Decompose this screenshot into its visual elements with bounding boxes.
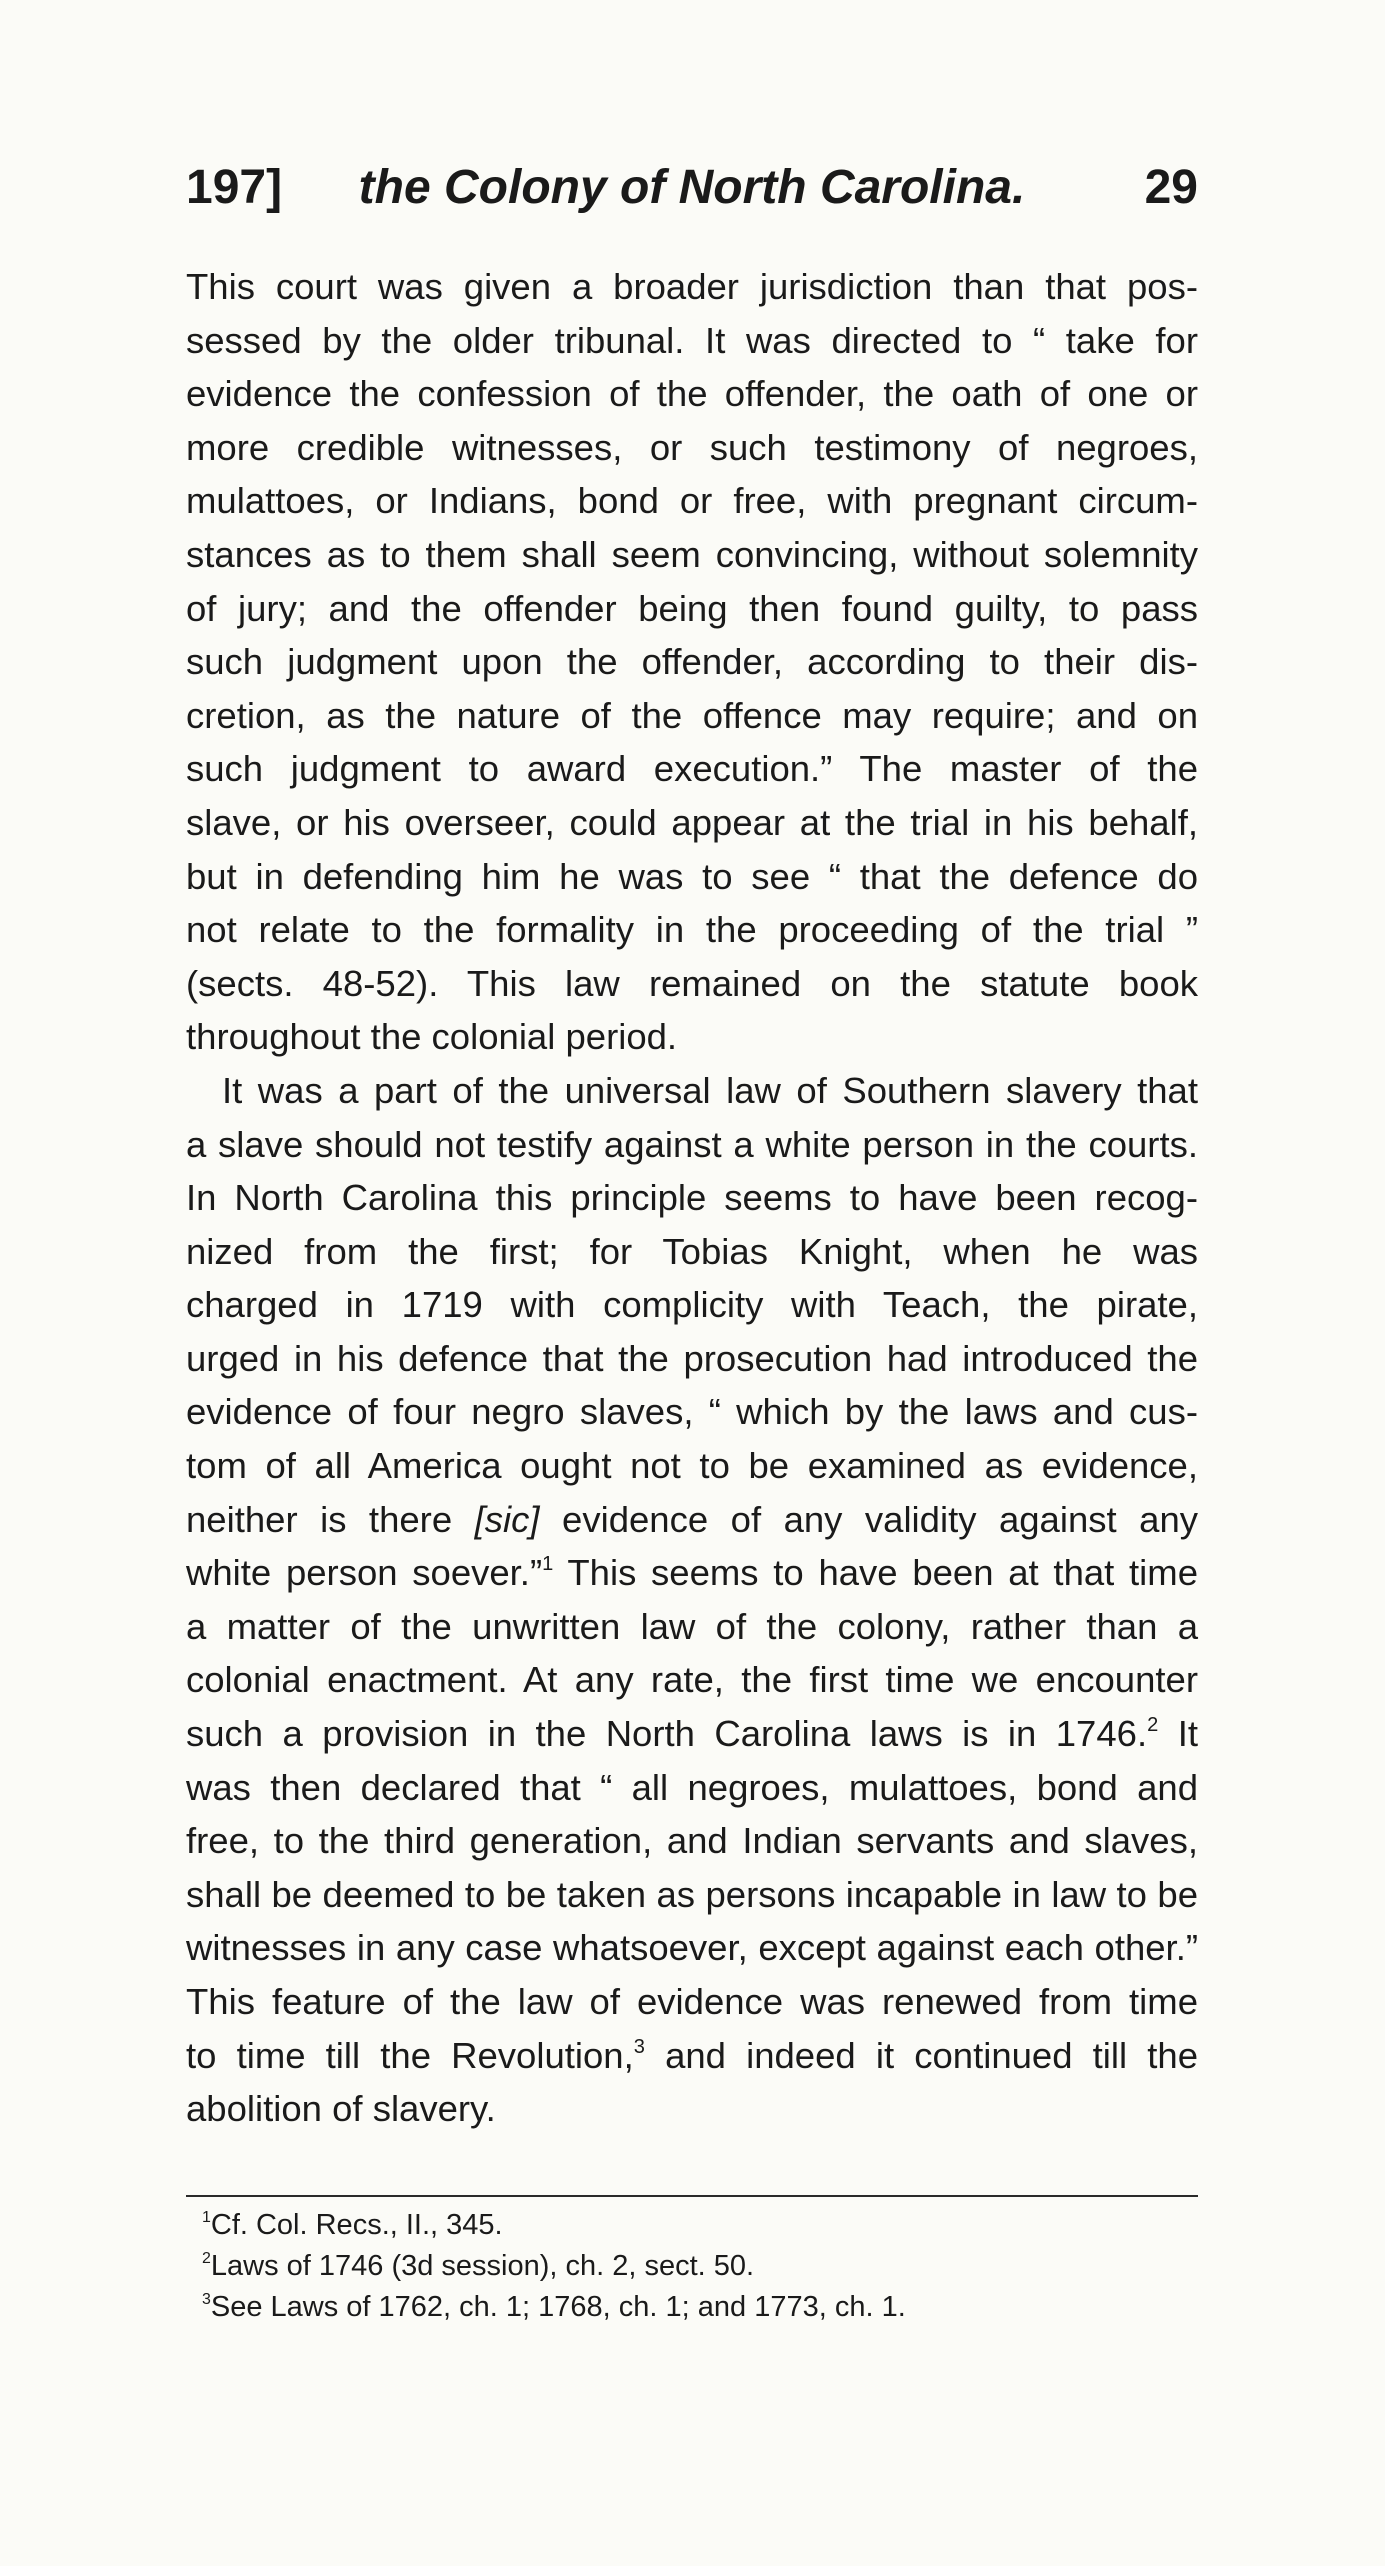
footnote-ref-1[interactable]: 1 (542, 1553, 554, 1576)
text-line: stances as to them shall seem convincing, without solemnity (186, 533, 1198, 575)
text-line: urged in his defence that the prosecution had introduced the (186, 1337, 1198, 1379)
text-line: such judgment upon the offender, according to their dis- (186, 641, 1198, 683)
text-line: In North Carolina this principle seems to have been recog- (186, 1177, 1198, 1219)
body-text (186, 260, 1198, 2136)
text-line: This feature of the law of evidence was renewed from time (186, 1981, 1198, 2022)
text-segment: and indeed it continued till the (665, 2034, 1198, 2076)
sic-annotation: [sic] (474, 1498, 540, 1540)
paragraph-2 (186, 1064, 1198, 2136)
text-line: not relate to the formality in the proceeding of the trial ” (186, 909, 1198, 951)
text-segment: white person soever.” (186, 1552, 543, 1594)
footnote-divider (186, 2195, 1198, 2197)
text-segment: evidence of any validity against any (562, 1498, 1198, 1540)
text-line: witnesses in any case whatsoever, except against each other.” (186, 1927, 1198, 1969)
text-line: of jury; and the offender being then found guilty, to pass (186, 587, 1198, 629)
text-line: evidence the confession of the offender, the oath of one or (186, 373, 1198, 415)
footnotes (202, 2205, 1182, 2328)
footnote-3 (202, 2287, 1182, 2328)
text-segment: such a provision in the North Carolina laws is in 1746. (186, 1713, 1148, 1755)
footnote-ref-3[interactable]: 3 (633, 2035, 645, 2058)
text-line: shall be deemed to be taken as persons incapable in law to be (186, 1873, 1198, 1915)
running-head (186, 158, 1198, 218)
text-segment: It (1177, 1713, 1198, 1755)
text-line: tom of all America ought not to be examined as evidence, (186, 1445, 1198, 1487)
text-line: sessed by the older tribunal. It was directed to “ take for (186, 319, 1198, 361)
footnote-text: See Laws of 1762, ch. 1; 1768, ch. 1; and 1773, ch. 1. (210, 2291, 906, 2323)
footnote-text: Laws of 1746 (3d session), ch. 2, sect. 50. (210, 2250, 755, 2282)
footnote-2 (202, 2246, 1182, 2287)
text-segment: This seems to have been at that time (567, 1552, 1198, 1594)
text-line: abolition of slavery. (186, 2088, 496, 2130)
running-head-section: 197] (186, 161, 283, 214)
text-line (186, 1707, 1198, 1761)
text-line: charged in 1719 with complicity with Teach, the pirate, (186, 1284, 1198, 1326)
running-head-title: the Colony of North Carolina. (358, 161, 1026, 214)
footnote-mark: 1 (202, 2209, 211, 2227)
footnote-ref-2[interactable]: 2 (1147, 1713, 1159, 1736)
text-line: (sects. 48-52). This law remained on the statute book (186, 962, 1198, 1004)
text-line: free, to the third generation, and Indian servants and slaves, (186, 1820, 1198, 1862)
footnote-1 (202, 2205, 1182, 2246)
footnote-mark: 2 (202, 2250, 211, 2268)
text-line: mulattoes, or Indians, bond or free, with pregnant circum- (186, 480, 1198, 522)
text-line: was then declared that “ all negroes, mulattoes, bond and (186, 1766, 1198, 1808)
text-line: but in defending him he was to see “ that the defence do (186, 855, 1198, 897)
text-line: evidence of four negro slaves, “ which by the laws and cus- (186, 1391, 1198, 1433)
page-number: 29 (1144, 161, 1198, 214)
text-line (186, 1546, 1198, 1600)
text-segment: to time till the Revolution, (186, 2034, 634, 2076)
text-line: a matter of the unwritten law of the colony, rather than a (186, 1605, 1198, 1647)
paragraph-1 (186, 260, 1198, 1064)
footnote-mark: 3 (202, 2291, 211, 2309)
footnote-text: Cf. Col. Recs., II., 345. (210, 2209, 503, 2241)
text-line: It was a part of the universal law of Southern slavery that (222, 1069, 1198, 1111)
text-line: more credible witnesses, or such testimony of negroes, (186, 426, 1198, 468)
text-line: such judgment to award execution.” The master of the (186, 748, 1198, 790)
text-line (186, 2029, 1198, 2083)
text-line: cretion, as the nature of the offence may require; and on (186, 694, 1198, 736)
text-line: This court was given a broader jurisdiction than that pos- (186, 266, 1198, 307)
text-line (186, 1493, 1198, 1547)
text-segment: neither is there (186, 1498, 453, 1540)
text-line: nized from the first; for Tobias Knight, when he was (186, 1230, 1198, 1272)
text-line: throughout the colonial period. (186, 1016, 678, 1058)
text-line: slave, or his overseer, could appear at the trial in his behalf, (186, 801, 1198, 843)
text-line: colonial enactment. At any rate, the first time we encounter (186, 1659, 1198, 1701)
text-line: a slave should not testify against a white person in the courts. (186, 1123, 1198, 1165)
